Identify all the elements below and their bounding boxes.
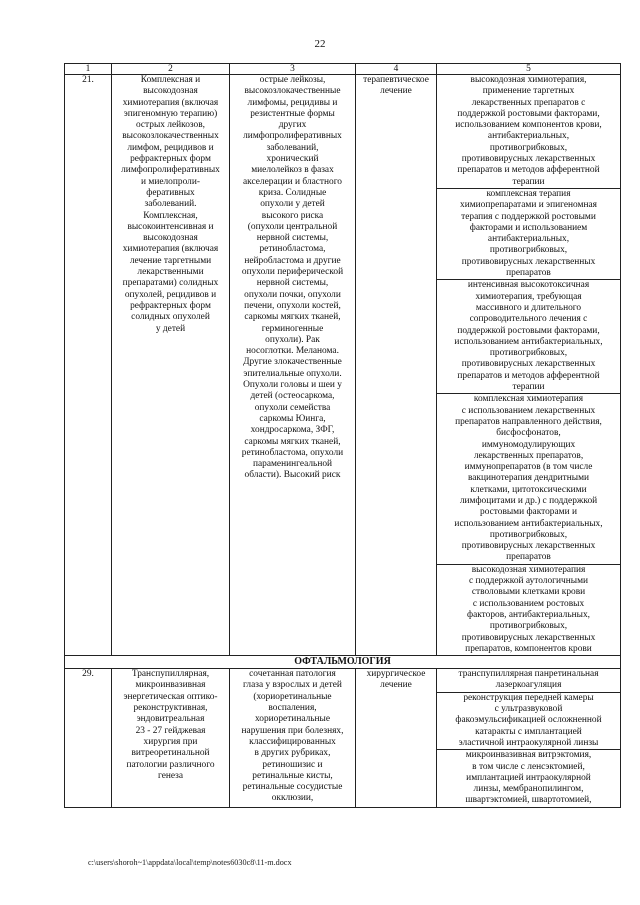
- column-header: 3: [230, 64, 356, 75]
- treatment-method: высокодозная химиотерапия с поддержкой аутологичными стволовыми клетками крови с использованием ростовых факторов, антибактериальных, противогрибковых, противовирусных лекарственных препаратов, компонентов крови: [437, 564, 621, 655]
- treatment-type: терапевтическое лечение: [356, 75, 437, 656]
- page-number: 22: [314, 38, 326, 50]
- table-row: [65, 75, 621, 189]
- treatment-method: транспупиллярная панретинальная лазеркоагуляция: [437, 669, 621, 693]
- row-number: 21.: [65, 75, 112, 656]
- column-header: 5: [437, 64, 621, 75]
- procedures-table: [64, 63, 621, 808]
- treatment-method: высокодозная химиотерапия, применение таргетных лекарственных препаратов с поддержкой ростовыми факторами, использованием компонентов крови, антибактериальных, противогрибковых, противовирусных лекарственных препаратов и методов афферентной терапии: [437, 75, 621, 189]
- patient-model: сочетанная патология глаза у взрослых и детей (хориоретинальные воспаления, хориоретинальные нарушения при болезнях, классифицированных в других рубриках, ретиношизис и ретинальные кисты, ретинальные сосудистые окклюзии,: [230, 669, 356, 808]
- file-path-footer: c:\users\shoroh~1\appdata\local\temp\notes6030c8\11-m.docx: [88, 858, 292, 867]
- treatment-method: комплексная химиотерапия с использованием лекарственных препаратов направленного действия, бисфосфонатов, иммуномодулирующих лекарственных препаратов, иммунопрепаратов (в том числе вакцинотерапия дендритными клетками, цитотоксическими лимфоцитами и др.) с поддержкой ростовыми факторами и использованием антибактериальных, противогрибковых, противовирусных лекарственных препаратов: [437, 394, 621, 564]
- section-title: ОФТАЛЬМОЛОГИЯ: [65, 656, 621, 669]
- treatment-method: интенсивная высокотоксичная химиотерапия, требующая массивного и длительного сопроводительного лечения с поддержкой ростовыми факторами, использованием антибактериальных, противогрибковых, противовирусных лекарственных препаратов и методов афферентной терапии: [437, 280, 621, 394]
- treatment-method: комплексная терапия химиопрепаратами и эпигеномная терапия с поддержкой ростовыми факторами и использованием антибактериальных, противогрибковых, противовирусных лекарственных препаратов: [437, 188, 621, 279]
- treatment-method: микроинвазивная витрэктомия, в том числе с ленсэктомией, имплантацией интраокулярной линзы, мембранопилингом, швартэктомией, швартотомией,: [437, 750, 621, 807]
- patient-model: острые лейкозы, высокозлокачественные лимфомы, рецидивы и резистентные формы других лимфопролиферативных заболеваний, хронический миелолейкоз в фазах акселерации и бластного криза. Солидные опухоли у детей высокого риска (опухоли центральной нервной системы, ретинобластома, нейробластома и другие опухоли периферической нервной системы, опухоли почки, опухоли печени, опухоли костей, саркомы мягких тканей, герминогенные опухоли). Рак носоглотки. Меланома. Другие злокачественные эпителиальные опухоли. Опухоли головы и шеи у детей (остеосаркома, опухоли семейства саркомы Юинга, хондросаркома, ЗФГ, саркомы мягких тканей, ретинобластома, опухоли параменингеальной области). Высокий риск: [230, 75, 356, 656]
- treatment-type: хирургическое лечение: [356, 669, 437, 808]
- care-type-name: Комплексная и высокодозная химиотерапия (включая эпигеномную терапию) острых лейкозов, высокозлокачественных лимфом, рецидивов и рефрактерных форм лимфопролиферативных и миелопроли- феративных заболеваний. Комплексная, высокоинтенсивная и высокодозная химиотерапия (включая лечение таргетными лекарственными препаратами) солидных опухолей, рецидивов и рефрактерных форм солидных опухолей у детей: [112, 75, 230, 656]
- row-number: 29.: [65, 669, 112, 808]
- column-header: 2: [112, 64, 230, 75]
- table-row: [65, 669, 621, 693]
- table-header-row: [65, 64, 621, 75]
- column-header: 4: [356, 64, 437, 75]
- column-header: 1: [65, 64, 112, 75]
- section-row: [65, 656, 621, 669]
- treatment-method: реконструкция передней камеры с ультразвуковой факоэмульсификацией осложненной катаракты с имплантацией эластичной интраокулярной линзы: [437, 692, 621, 749]
- care-type-name: Транспупиллярная, микроинвазивная энергетическая оптико- реконструктивная, эндовитреальная 23 - 27 гейджевая хирургия при витреоретинальной патологии различного генеза: [112, 669, 230, 808]
